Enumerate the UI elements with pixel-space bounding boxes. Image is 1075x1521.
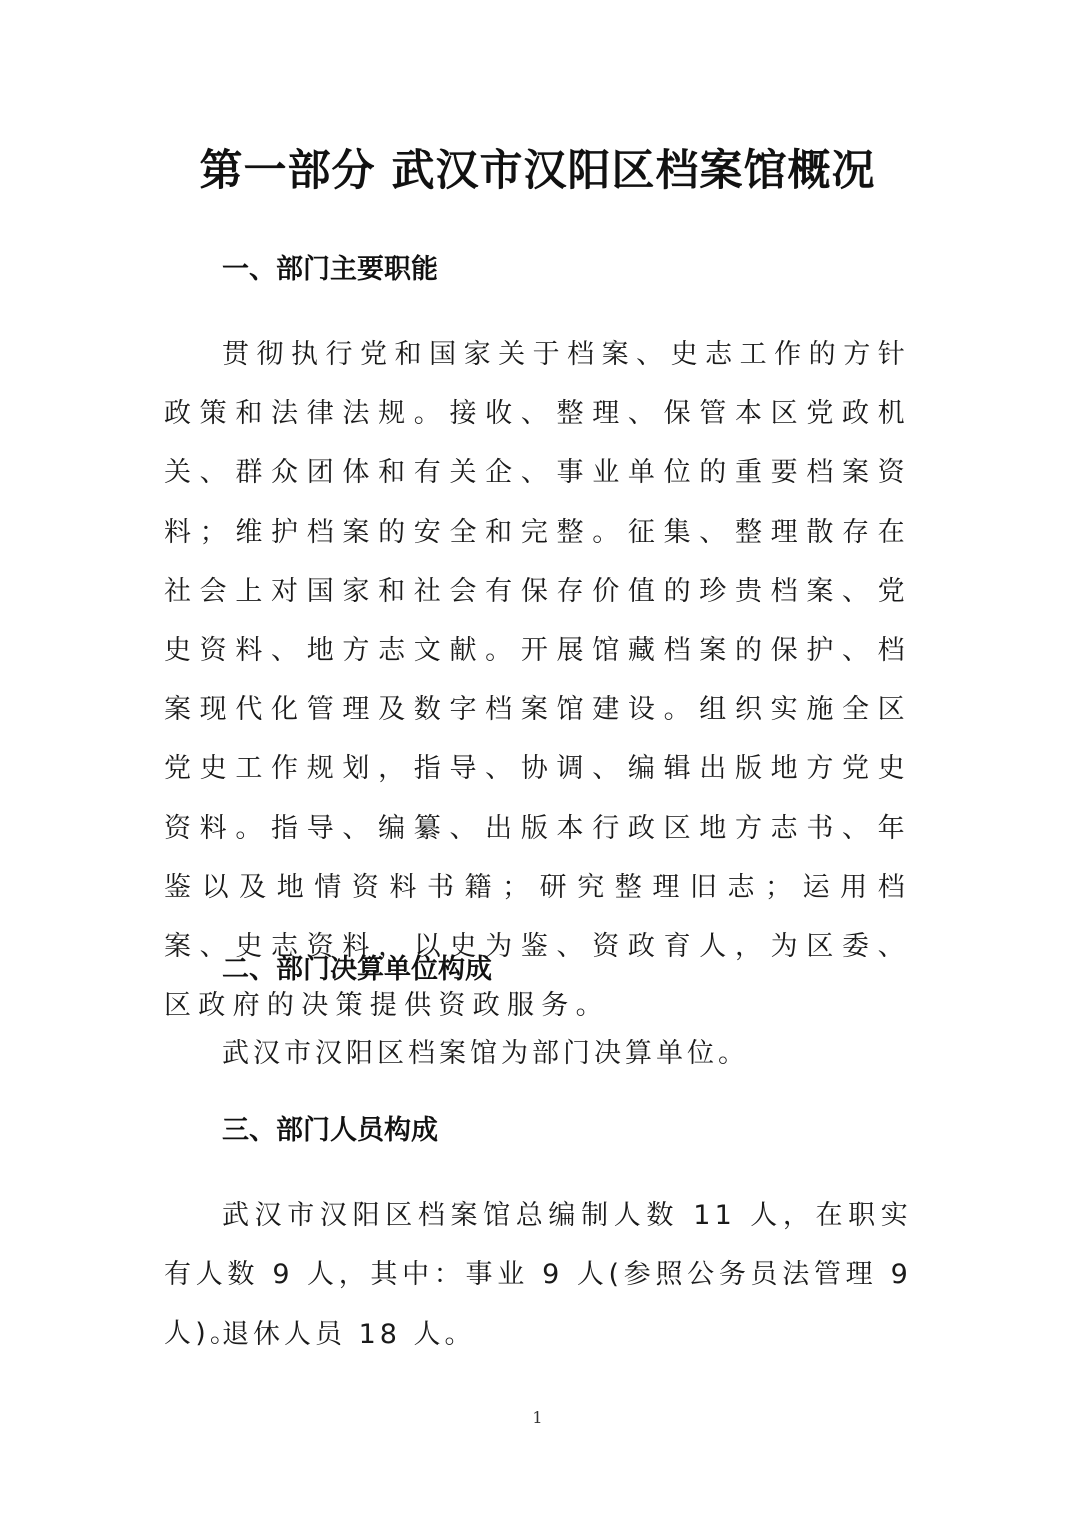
section-heading-units: 二、部门决算单位构成 xyxy=(222,954,492,985)
paragraph-staff: 武汉市汉阳区档案馆总编制人数 11 人，在职实有人数 9 人，其中：事业 9 人(参照公务员法管理 9 人)。 xyxy=(164,1200,912,1350)
paragraph-functions: 贯彻执行党和国家关于档案、史志工作的方针政策和法律法规。接收、整理、保管本区党政机关、群众团体和有关企、事业单位的重要档案资料；维护档案的安全和完整。征集、整理散存在社会上对国家和社会有保存价值的珍贵档案、党史资料、地方志文献。开展馆藏档案的保护、档案现代化管理及数字档案馆建设。组织实施全区党史工作规划，指导、协调、编辑出版地方党史资料。指导、编纂、出版本行政区地方志书、年鉴以及地情资料书籍；研究整理旧志；运用档案、史志资料，以史为鉴、资政育人，为区委、区政府的决策提供资政服务。 xyxy=(164,339,912,1022)
section-heading-staff: 三、部门人员构成 xyxy=(222,1115,438,1146)
section-heading-functions: 一、部门主要职能 xyxy=(222,254,438,285)
page-number: 1 xyxy=(532,1408,543,1427)
paragraph-units: 武汉市汉阳区档案馆为部门决算单位。 xyxy=(222,1038,749,1069)
paragraph-retired: 退休人员 18 人。 xyxy=(222,1319,476,1350)
document-title: 第一部分 武汉市汉阳区档案馆概况 xyxy=(199,146,876,196)
